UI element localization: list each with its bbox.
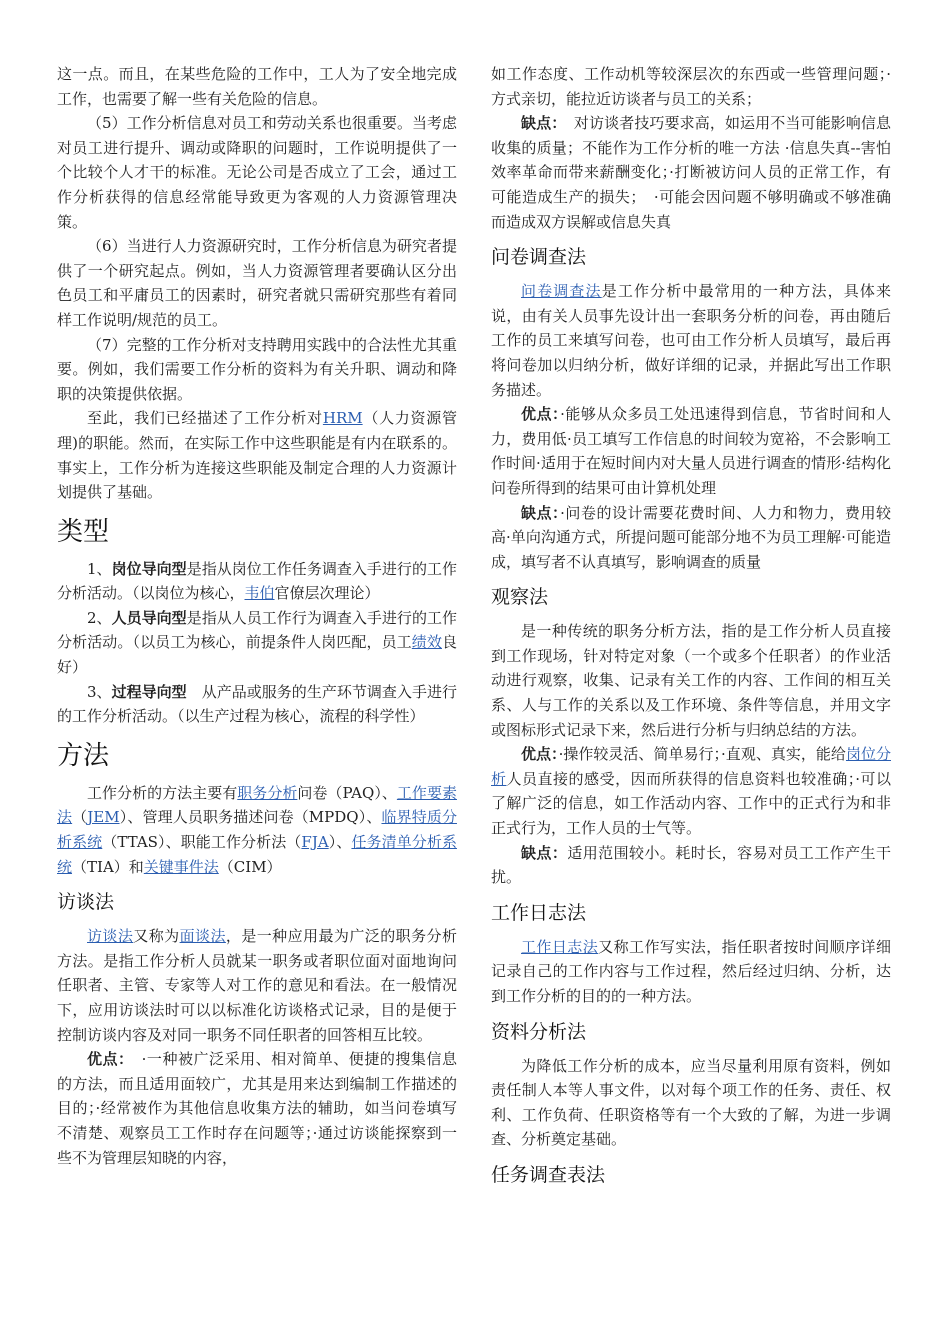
text: ·操作较灵活、简单易行；·直观、真实，能给 [558, 745, 846, 764]
heading-observation: 观察法 [491, 586, 549, 609]
heading-interview: 访谈法 [57, 891, 115, 914]
paragraph-observation-disadvantages [491, 841, 891, 890]
label-advantages: 优点： [521, 745, 559, 764]
link-hrm[interactable]: HRM [322, 409, 363, 428]
heading-task-survey: 任务调查表法 [491, 1163, 606, 1186]
bold-term: 岗位导向型 [111, 559, 187, 578]
text: ）、管理人员职务描述问卷（MPDQ）、 [119, 808, 382, 827]
text: 是工作分析中最常用的一种方法，具体来说，由有关人员事先设计出一套职务分析的问卷，再由随后工作的员工来填写问卷，也可由工作分析人员填写，最后再将问卷加以归纳分析，做好详细的记录，并据此写出工作职务描述。 [491, 282, 891, 399]
link-performance[interactable]: 绩效 [411, 633, 442, 652]
link-work-log[interactable]: 工作日志法 [521, 937, 599, 956]
text: 对访谈者技巧要求高，如运用不当可能影响信息收集的质量；不能作为工作分析的唯一方法 ·信息失真--害怕效率革命而带来薪酬变化；·打断被访问人员的正常工作，有可能造成生产的损失； ·可能会因问题不够明确或不够准确而造成双方误解或信息失真 [491, 114, 891, 231]
type-position-oriented [57, 557, 457, 606]
text: ，是一种应用最为广泛的职务分析方法。是指工作分析人员就某一职务或者职位面对面地询问任职者、主管、专家等人对工作的意见和看法。在一般情况下，应用访谈法时可以以标准化访谈格式记录，目的是便于控制访谈内容及对同一职务不同任职者的回答相互比较。 [57, 927, 457, 1044]
text: 至此，我们已经描述了工作分析对 [87, 409, 323, 428]
text: 3、 [87, 682, 112, 701]
paragraph-observation-advantages [491, 742, 891, 840]
label-advantages: 优点： [87, 1050, 127, 1069]
paragraph-hrm-summary [57, 406, 457, 504]
label-disadvantages: 缺点： [521, 114, 559, 133]
text: ·问卷的设计需要花费时间、人力和物力，费用较高·单向沟通方式，所提问题可能部分地不为员工理解·可能造成，填写者不认真填写，影响调查的质量 [491, 503, 891, 571]
text: （TTAS）、职能工作分析法（ [102, 833, 302, 852]
paragraph-hr-research: （6）当进行人力资源研究时，工作分析信息为研究者提供了一个研究起点。例如，当人力资源管理者要确认区分出色员工和平庸员工的因素时，研究者就只需研究那些有着同样工作说明/规范的员工。 [57, 237, 457, 329]
paragraph-interview-advantages [57, 1047, 457, 1170]
text: ·一种被广泛采用、相对简单、便捷的搜集信息的方法，而且适用面较广，尤其是用来达到编制工作描述的目的；·经常被作为其他信息收集方法的辅助，如当问卷填写不清楚、观察员工工作时存在问题等；·通过访谈能探察到一些不为管理层知晓的内容， [57, 1050, 457, 1167]
paragraph-safety: 这一点。而且，在某些危险的工作中，工人为了安全地完成工作，也需要了解一些有关危险的信息。 [57, 65, 457, 108]
paragraph-interview-cont: 如工作态度、工作动机等较深层次的东西或一些管理问题；·方式亲切，能拉近访谈者与员工的关系； [491, 65, 891, 108]
link-jem[interactable]: JEM [87, 808, 120, 827]
paragraph-data-analysis: 为降低工作分析的成本，应当尽量利用原有资料，例如责任制人本等人事文件，以对每个项工作的任务、责任、权利、工作负荷、任职资格等有一个大致的了解，为进一步调查、分析奠定基础。 [491, 1056, 891, 1149]
paragraph-employee-relations: （5）工作分析信息对员工和劳动关系也很重要。当考虑对员工进行提升、调动或降职的问题时，工作说明提供了一个比较个人才干的标准。无论公司是否成立了工会，通过工作分析获得的信息经常能导致更为客观的人力资源管理决策。 [57, 114, 457, 231]
text: （CIM） [218, 857, 282, 876]
text: 是指从人员工作行为调查入手进行的工作分析活动。（以员工为核心，前提条件人岗匹配，员工 [57, 608, 457, 652]
paragraph-questionnaire-disadvantages [491, 501, 891, 575]
link-ttas[interactable]: 临界特质分析系统 [57, 808, 457, 852]
text: 又称工作写实法，指任职者按时间顺序详细记录自己的工作内容与工作过程，然后经过归纳、分析，达到工作分析的目的的一种方法。 [491, 937, 891, 1005]
link-job-analysis[interactable]: 职务分析 [237, 783, 298, 802]
left-column [57, 62, 457, 1170]
right-column [491, 62, 891, 1197]
heading-questionnaire: 问卷调查法 [491, 246, 587, 269]
text: ·能够从众多员工处迅速得到信息，节省时间和人力，费用低·员工填写工作信息的时间较为宽裕，不会影响工作时间·适用于在短时间内对大量人员进行调查的情形·结构化问卷所得到的结果可由计算机处理 [491, 405, 891, 497]
link-questionnaire[interactable]: 问卷调查法 [521, 282, 602, 301]
text: 是指从岗位工作任务调查入手进行的工作分析活动。（以岗位为核心， [57, 559, 457, 603]
text: 适用范围较小。耗时长，容易对员工工作产生干扰。 [491, 843, 891, 887]
paragraph-work-log [491, 935, 891, 1009]
text: 工作分析的方法主要有 [87, 783, 238, 802]
label-disadvantages: 缺点： [521, 503, 561, 522]
text: 从产品或服务的生产环节调查入手进行的工作分析活动。（以生产过程为核心，流程的科学性） [57, 682, 457, 726]
type-person-oriented [57, 606, 457, 680]
text: （人力资源管理)的职能。然而，在实际工作中这些职能是有内在联系的。事实上，工作分析为连接这些职能及制定合理的人力资源计划提供了基础。 [57, 409, 457, 502]
paragraph-interview [57, 924, 457, 1047]
bold-term: 过程导向型 [111, 682, 187, 701]
link-interview-method[interactable]: 访谈法 [87, 927, 134, 946]
text: （ [72, 808, 88, 827]
text: 又称为 [133, 927, 180, 946]
paragraph-observation: 是一种传统的职务分析方法，指的是工作分析人员直接到工作现场，针对特定对象（一个或多个任职者）的作业活动进行观察，收集、记录有关工作的内容、工作间的相互关系、人与工作的关系以及工作环境、条件等信息，并用文字或图标形式记录下来，然后进行分析与归纳总结的方法。 [491, 622, 891, 739]
text: 人员直接的感受，因而所获得的信息资料也较准确；·可以了解广泛的信息，如工作活动内容、工作中的正式行为和非正式行为，工作人员的士气等。 [491, 769, 891, 838]
type-process-oriented [57, 680, 457, 729]
link-fja[interactable]: FJA [301, 833, 329, 852]
paragraph-questionnaire-advantages [491, 402, 891, 500]
heading-methods: 方法 [57, 740, 110, 771]
heading-work-log: 工作日志法 [491, 901, 587, 924]
link-weber[interactable]: 韦伯 [244, 584, 275, 603]
link-position-analysis[interactable]: 岗位分析 [491, 745, 891, 788]
text: ）、 [328, 833, 352, 852]
link-job-element-method[interactable]: 工作要素法 [57, 783, 457, 827]
text: 1、 [87, 559, 112, 578]
paragraph-questionnaire [491, 279, 891, 402]
bold-term: 人员导向型 [111, 608, 187, 627]
text: 问卷（PAQ）、 [297, 783, 397, 802]
heading-data-analysis: 资料分析法 [491, 1020, 587, 1043]
link-tia[interactable]: 任务清单分析系统 [57, 833, 457, 876]
text: 官僚层次理论） [274, 584, 380, 603]
text: 2、 [87, 608, 112, 627]
label-disadvantages: 缺点： [521, 843, 568, 862]
link-critical-incident[interactable]: 关键事件法 [143, 857, 219, 876]
link-face-interview[interactable]: 面谈法 [179, 927, 226, 946]
paragraph-interview-disadvantages [491, 111, 891, 234]
paragraph-legality: （7）完整的工作分析对支持聘用实践中的合法性尤其重要。例如，我们需要工作分析的资料为有关升职、调动和降职的决策提供依据。 [57, 335, 457, 403]
text: 良好） [57, 633, 457, 677]
paragraph-methods [57, 781, 457, 879]
heading-types: 类型 [57, 516, 110, 547]
label-advantages: 优点： [521, 405, 561, 424]
text: （TIA）和 [72, 857, 144, 876]
